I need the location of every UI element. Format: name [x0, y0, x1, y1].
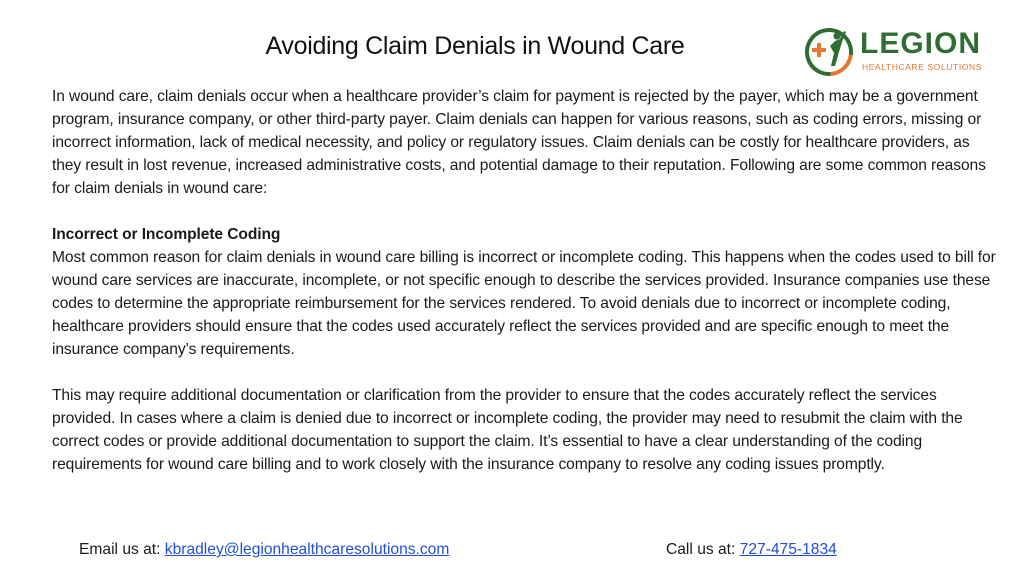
page-title: Avoiding Claim Denials in Wound Care — [265, 32, 685, 60]
document-body — [52, 85, 996, 476]
section-paragraph-1: Most common reason for claim denials in wound care billing is incorrect or incomplete coding. This happens when the codes used to bill for wound care services are inaccurate, incomplete, or not specific enough to describe the services provided. Insurance companies use these codes to determine the appropriate reimbursement for the services rendered. To avoid denials due to incorrect or incomplete coding, healthcare providers should ensure that the codes used accurately reflect the services provided and are specific enough to meet the insurance company’s requirements. — [52, 249, 996, 358]
company-logo — [804, 22, 984, 84]
logo-wordmark: LEGION — [860, 27, 982, 60]
phone-label: Call us at: — [666, 541, 740, 558]
section-heading: Incorrect or Incomplete Coding — [52, 226, 281, 243]
logo-emblem-icon — [804, 22, 858, 82]
paragraph-spacer — [52, 361, 996, 384]
email-label: Email us at: — [79, 541, 165, 558]
section-paragraph-2: This may require additional documentation or clarification from the provider to ensure that the codes accurately reflect the services provided. In cases where a claim is denied due to incorrect or incomplete coding, the provider may need to resubmit the claim with the correct codes or provide additional documentation to support the claim. It’s essential to have a clear understanding of the coding requirements for wound care billing and to work closely with the insurance company to resolve any coding issues promptly. — [52, 387, 963, 473]
logo-tagline: HEALTHCARE SOLUTIONS — [862, 62, 983, 72]
phone-link[interactable]: 727-475-1834 — [739, 541, 837, 558]
email-link[interactable]: kbradley@legionhealthcaresolutions.com — [164, 541, 450, 558]
footer-email — [79, 540, 449, 560]
paragraph-spacer — [52, 200, 996, 223]
footer-phone — [666, 540, 837, 560]
intro-paragraph: In wound care, claim denials occur when a healthcare provider’s claim for payment is rejected by the payer, which may be a government program, insurance company, or other third-party payer. Claim denials can happen for various reasons, such as coding errors, missing or incorrect information, lack of medical necessity, and policy or regulatory issues. Claim denials can be costly for healthcare providers, as they result in lost revenue, increased administrative costs, and potential damage to their reputation. Following are some common reasons for claim denials in wound care: — [52, 88, 986, 197]
